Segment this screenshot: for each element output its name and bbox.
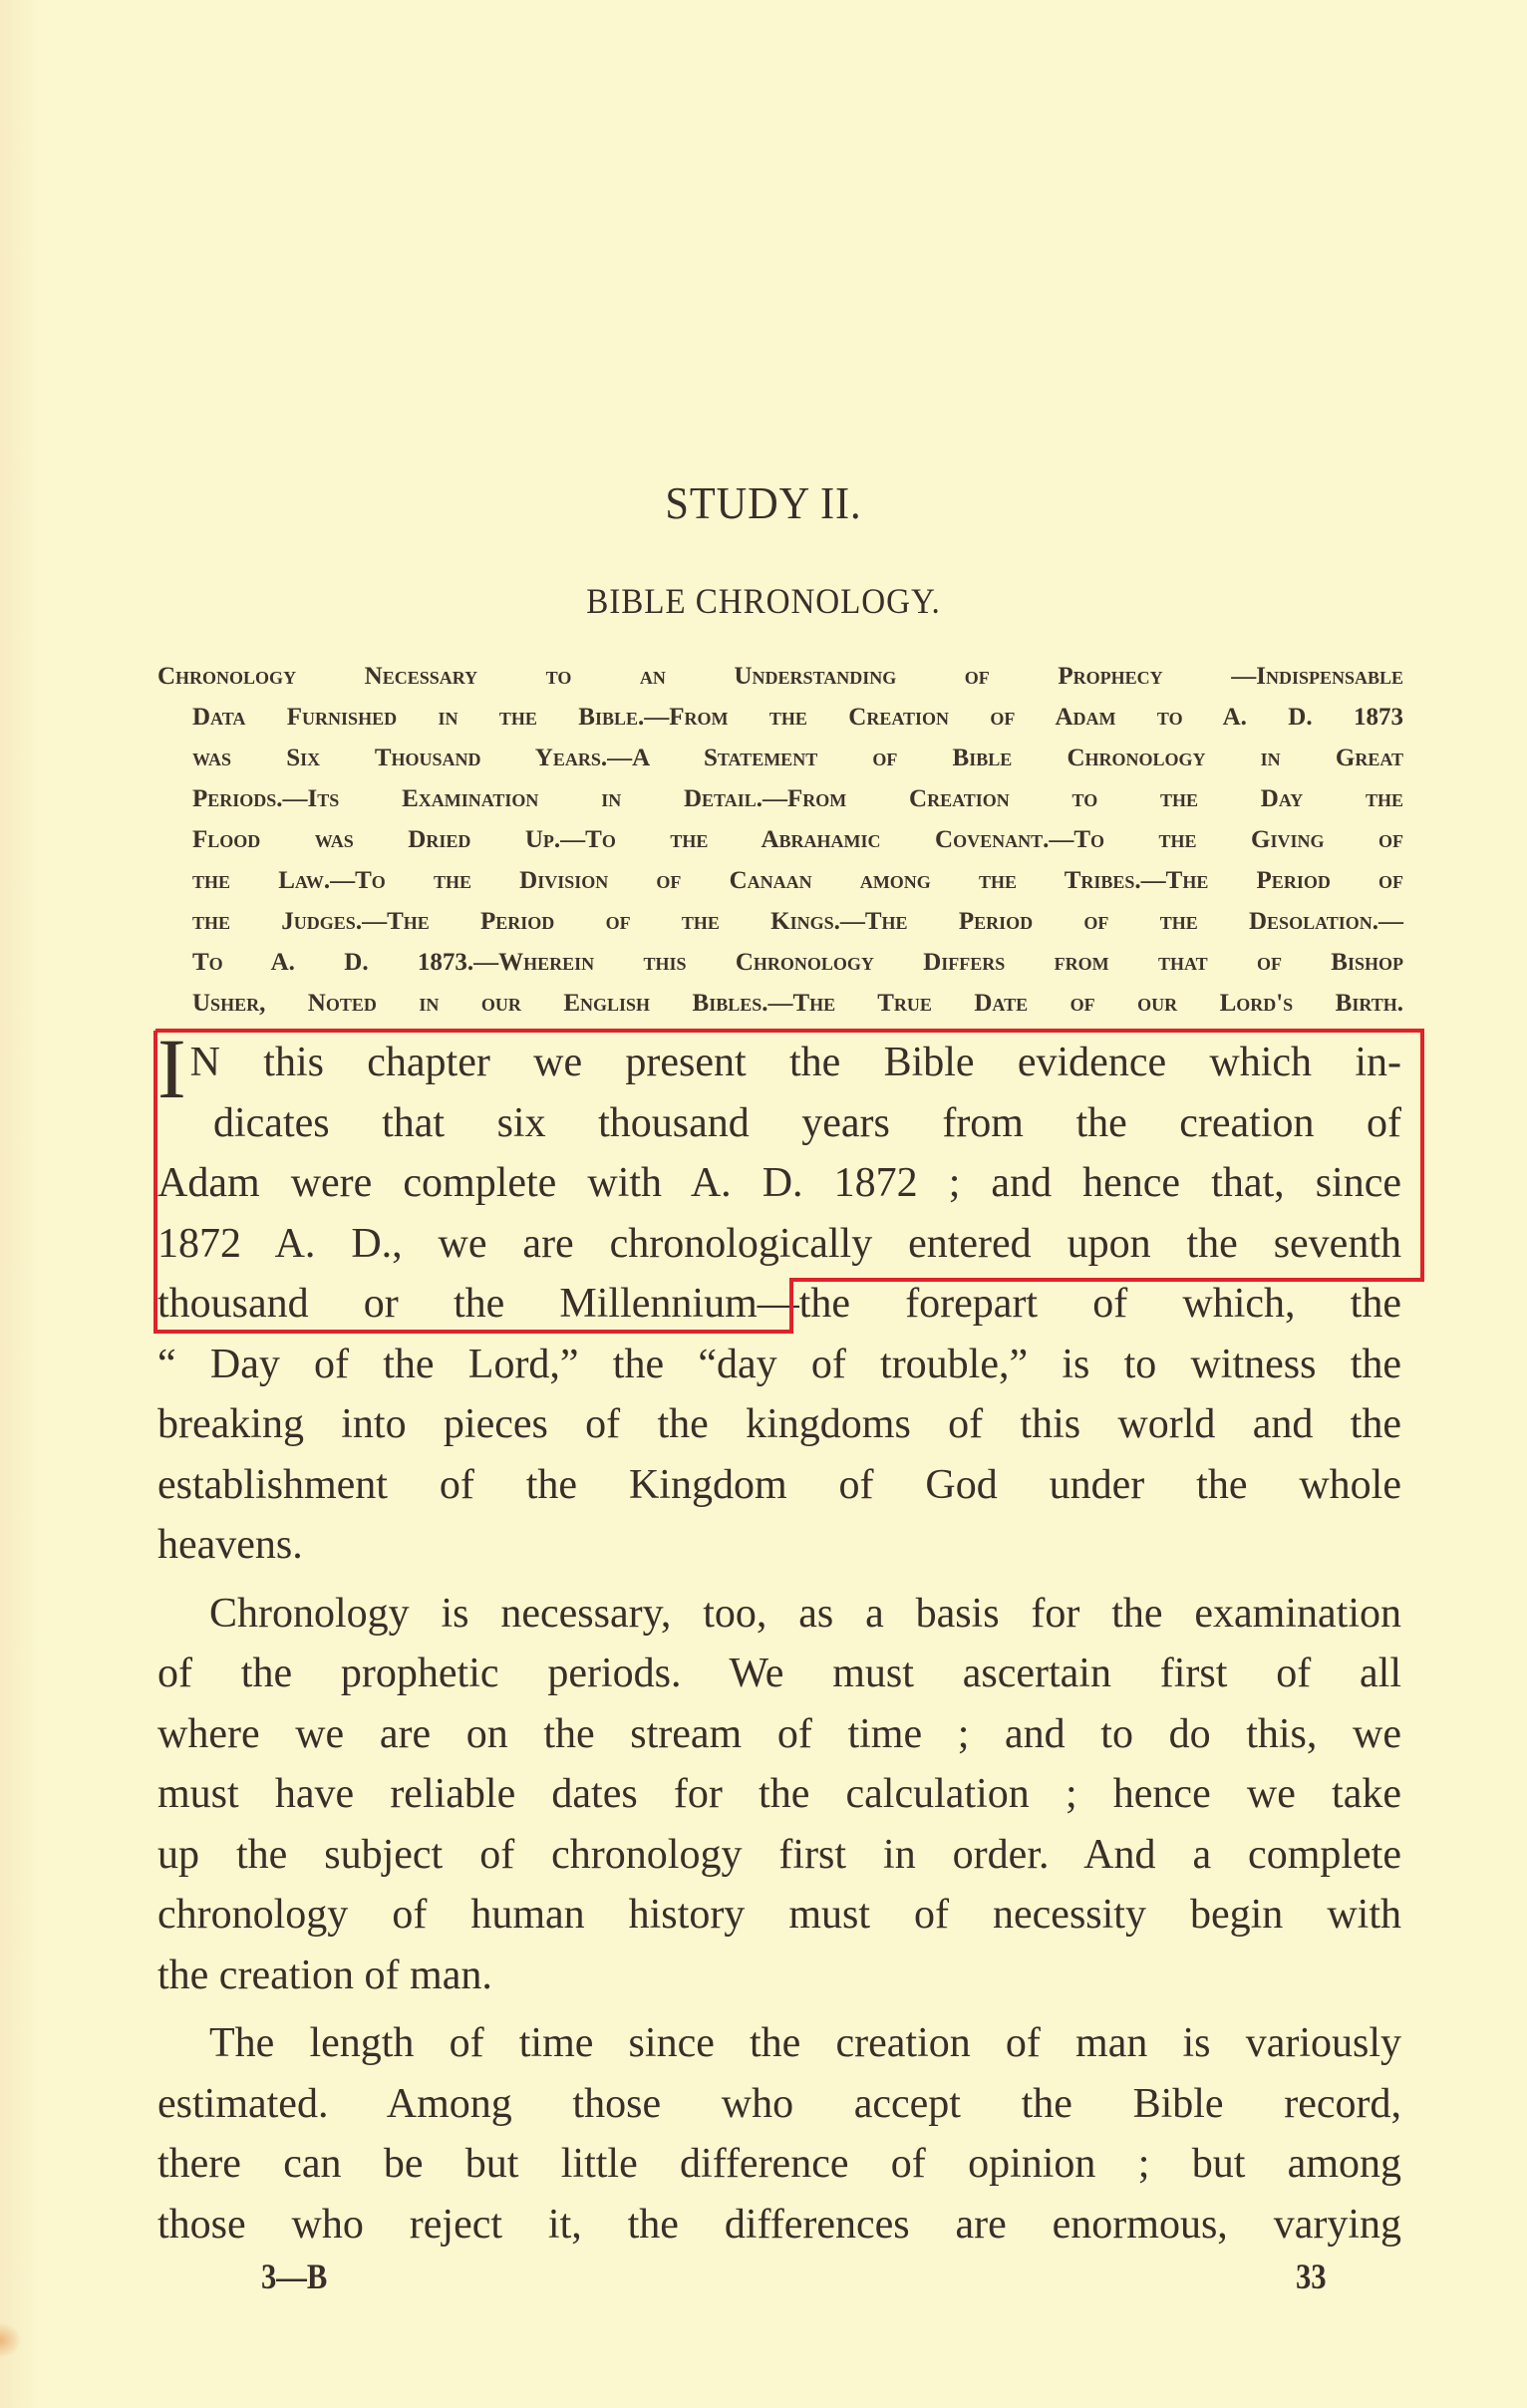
- body-line: the creation of man.: [157, 1952, 492, 1998]
- paragraph-chronology-necessary: [157, 1584, 1401, 2006]
- synopsis-line: Usher, Noted in our English Bibles.—The True Date of our Lord's Birth.: [192, 990, 1403, 1017]
- paper-stain: [0, 2322, 22, 2358]
- body-line: breaking into pieces of the kingdoms of this world and the: [157, 1401, 1401, 1447]
- synopsis-line: the Judges.—The Period of the Kings.—The Period of the Desolation.—: [192, 908, 1403, 935]
- chapter-synopsis: [157, 656, 1403, 1024]
- synopsis-line: Chronology Necessary to an Understanding of Prophecy —Indispensable: [157, 663, 1403, 690]
- body-line: 1872 A. D., we are chronologically entered upon the seventh: [157, 1220, 1401, 1267]
- synopsis-line: Data Furnished in the Bible.—From the Creation of Adam to A. D. 1873: [192, 704, 1403, 731]
- body-line: establishment of the Kingdom of God under the whole: [157, 1461, 1401, 1508]
- body-text: [157, 1021, 1401, 2255]
- drop-cap: I: [157, 1021, 186, 1116]
- body-line: up the subject of chronology first in order. And a complete: [157, 1831, 1401, 1878]
- chapter-title: BIBLE CHRONOLOGY.: [586, 581, 941, 621]
- body-line: chronology of human history must of necessity begin with: [157, 1892, 1401, 1938]
- synopsis-line: To A. D. 1873.—Wherein this Chronology Differs from that of Bishop: [192, 949, 1403, 976]
- page-number: 33: [1296, 2257, 1327, 2296]
- body-line: Chronology is necessary, too, as a basis for the examination: [209, 1590, 1401, 1637]
- body-line-text: N this chapter we present the Bible evidence which in-: [189, 1040, 1401, 1085]
- synopsis-line: the Law.—To the Division of Canaan among the Tribes.—The Period of: [192, 867, 1403, 894]
- body-line: The length of time since the creation of man is variously: [209, 2020, 1401, 2066]
- body-line: “ Day of the Lord,” the “day of trouble,” is to witness the: [157, 1341, 1401, 1387]
- body-line: estimated. Among those who accept the Bible record,: [157, 2080, 1401, 2127]
- synopsis-line: was Six Thousand Years.—A Statement of Bible Chronology in Great: [192, 745, 1403, 771]
- body-line: of the prophetic periods. We must ascertain first of all: [157, 1651, 1401, 1696]
- body-line: heavens.: [157, 1522, 303, 1568]
- body-line: thousand or the Millennium—the forepart of which, the: [157, 1281, 1401, 1327]
- body-line: dicates that six thousand years from the creation of: [213, 1099, 1401, 1146]
- synopsis-line: Periods.—Its Examination in Detail.—From Creation to the Day the: [192, 785, 1403, 812]
- body-line: [157, 1021, 1401, 1116]
- synopsis-line: Flood was Dried Up.—To the Abrahamic Covenant.—To the Giving of: [192, 826, 1403, 853]
- body-line: where we are on the stream of time ; and to do this, we: [157, 1710, 1401, 1757]
- paragraph-opening: [157, 1021, 1401, 1576]
- study-heading: STUDY II.: [665, 477, 862, 528]
- body-line: must have reliable dates for the calculation ; hence we take: [157, 1771, 1401, 1817]
- body-line: those who reject it, the differences are enormous, varying: [157, 2201, 1401, 2248]
- body-line: there can be but little difference of opinion ; but among: [157, 2141, 1401, 2187]
- printer-signature: 3—B: [261, 2257, 328, 2296]
- body-line: Adam were complete with A. D. 1872 ; and hence that, since: [157, 1160, 1401, 1206]
- paragraph-length-of-time: [157, 2013, 1401, 2255]
